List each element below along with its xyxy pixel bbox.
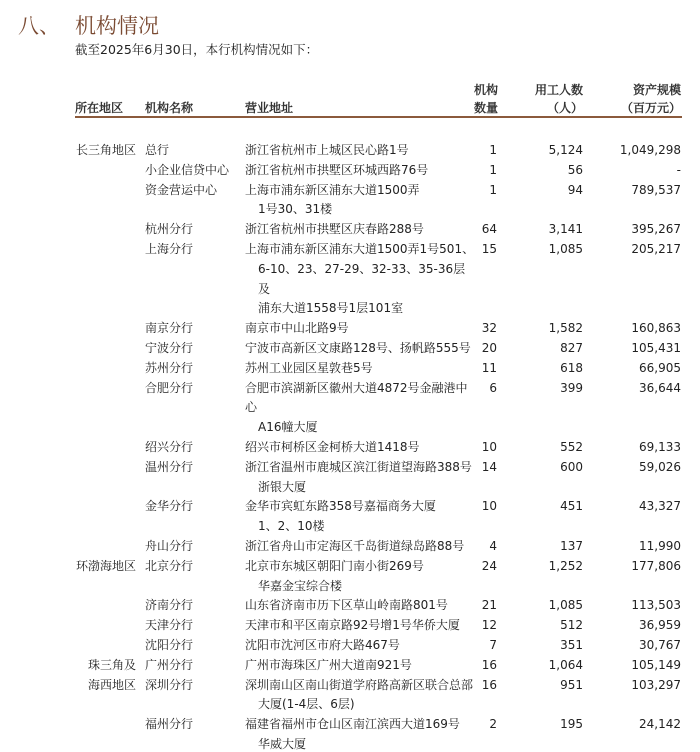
table-row (0, 220, 700, 240)
asset-size: 36,959 (639, 618, 681, 633)
institution-name: 福州分行 (145, 717, 194, 732)
header-assets-1: 资产规模 (632, 83, 681, 97)
asset-size: 36,644 (639, 380, 681, 395)
address-cell (245, 161, 475, 181)
address-cell (245, 537, 475, 557)
address-line: 1号30、31楼 (258, 202, 333, 217)
address-line: 苏州工业园区星敦巷5号 (245, 360, 373, 375)
table-row (0, 676, 700, 716)
table-row (0, 596, 700, 616)
institution-count: 15 (481, 241, 497, 256)
institution-count: 6 (489, 380, 497, 395)
asset-size: 43,327 (639, 499, 681, 514)
staff-count: 56 (567, 162, 583, 177)
address-cell (245, 636, 475, 656)
header-assets-2: （百万元） (620, 101, 681, 115)
asset-size: - (676, 162, 681, 177)
institution-name: 资金营运中心 (145, 182, 218, 197)
address-line: 南京市中山北路9号 (245, 321, 349, 336)
institution-count: 1 (489, 182, 497, 197)
table-row (0, 497, 700, 537)
staff-count: 195 (560, 717, 583, 732)
address-line: 合肥市滨湖新区徽州大道4872号金融港中心 (245, 380, 468, 415)
institution-count: 16 (481, 657, 497, 672)
asset-size: 205,217 (631, 241, 681, 256)
section-title: 机构情况 (75, 14, 159, 38)
address-line: 华嘉金宝综合楼 (258, 578, 343, 593)
staff-count: 1,085 (548, 241, 583, 256)
address-line: 深圳南山区南山街道学府路高新区联合总部 (245, 677, 474, 692)
table-row (0, 161, 700, 181)
address-cell (245, 676, 475, 716)
asset-size: 69,133 (639, 439, 681, 454)
institution-name: 南京分行 (145, 321, 194, 336)
institution-name: 小企业信贷中心 (145, 162, 230, 177)
staff-count: 5,124 (548, 143, 583, 157)
address-cell (245, 656, 475, 676)
staff-count: 600 (560, 459, 583, 474)
region-cell: 珠三角及 (87, 657, 136, 672)
address-cell (245, 141, 475, 161)
address-line: 上海市浦东新区浦东大道1500弄1号501、 (245, 241, 475, 256)
region-cell: 海西地区 (87, 677, 136, 692)
table-row (0, 656, 700, 676)
address-line: 宁波市高新区文康路128号、扬帆路555号 (245, 340, 471, 355)
staff-count: 512 (560, 618, 583, 633)
address-line: 浙江省温州市鹿城区滨江街道望海路388号 (245, 459, 472, 474)
address-line: 绍兴市柯桥区金柯桥大道1418号 (245, 439, 420, 454)
header-count-1: 机构 (474, 83, 499, 97)
header-name: 机构名称 (145, 101, 194, 115)
section-number: 八、 (18, 14, 60, 38)
address-line: 浙江省杭州市上城区民心路1号 (245, 143, 409, 157)
institution-count: 21 (481, 598, 497, 613)
institution-count: 16 (481, 677, 497, 692)
institution-name: 总行 (145, 143, 170, 157)
address-line: 北京市东城区朝阳门南小街269号 (245, 558, 424, 573)
asset-size: 105,149 (631, 657, 681, 672)
asset-size: 66,905 (639, 360, 681, 375)
table-row (0, 636, 700, 656)
asset-size: 113,503 (631, 598, 681, 613)
address-line: 浙江省杭州市拱墅区庆春路288号 (245, 222, 424, 237)
table-row (0, 359, 700, 379)
institution-count: 24 (481, 558, 497, 573)
table-row (0, 715, 700, 752)
staff-count: 951 (560, 677, 583, 692)
address-cell (245, 715, 475, 752)
institution-name: 金华分行 (145, 499, 194, 514)
institution-count: 7 (489, 637, 497, 652)
address-cell (245, 319, 475, 339)
institution-count: 11 (481, 360, 497, 375)
address-cell (245, 557, 475, 597)
asset-size: 103,297 (631, 677, 681, 692)
header-staff-2: （人） (546, 101, 583, 115)
address-cell (245, 220, 475, 240)
asset-size: 24,142 (639, 717, 681, 732)
table-row (0, 240, 700, 319)
institution-name: 济南分行 (145, 598, 194, 613)
institution-name: 宁波分行 (145, 340, 194, 355)
header-address: 营业地址 (245, 101, 294, 115)
institution-table (0, 141, 700, 752)
institution-name: 沈阳分行 (145, 637, 194, 652)
institution-name: 杭州分行 (145, 222, 194, 237)
address-line: 浦东大道1558号1层101室 (258, 301, 404, 316)
address-line: 广州市海珠区广州大道南921号 (245, 657, 412, 672)
asset-size: 105,431 (631, 340, 681, 355)
region-cell: 环渤海地区 (75, 558, 136, 573)
address-line: 华威大厦 (258, 736, 307, 751)
asset-size: 789,537 (631, 182, 681, 197)
asset-size: 59,026 (639, 459, 681, 474)
address-cell (245, 379, 475, 438)
address-cell (245, 339, 475, 359)
institution-count: 12 (481, 618, 497, 633)
table-row (0, 557, 700, 597)
staff-count: 399 (560, 380, 583, 395)
table-row (0, 181, 700, 221)
address-line: 浙银大厦 (258, 479, 307, 494)
staff-count: 1,064 (548, 657, 583, 672)
staff-count: 351 (560, 637, 583, 652)
region-cell: 长三角地区 (75, 143, 136, 157)
address-cell (245, 458, 475, 498)
institution-count: 10 (481, 499, 497, 514)
institution-name: 温州分行 (145, 459, 194, 474)
asset-size: 177,806 (631, 558, 681, 573)
table-row (0, 616, 700, 636)
staff-count: 552 (560, 439, 583, 454)
institution-count: 1 (489, 143, 497, 157)
table-row (0, 458, 700, 498)
institution-count: 4 (489, 538, 497, 553)
header-divider (75, 116, 682, 118)
header-region: 所在地区 (75, 101, 124, 115)
table-row (0, 438, 700, 458)
address-line: 福建省福州市仓山区南江滨西大道169号 (245, 717, 460, 732)
header-count-2: 数量 (474, 101, 499, 115)
institution-count: 64 (481, 222, 497, 237)
address-cell (245, 240, 475, 319)
table-row (0, 319, 700, 339)
staff-count: 94 (567, 182, 583, 197)
address-cell (245, 438, 475, 458)
staff-count: 137 (560, 538, 583, 553)
institution-count: 2 (489, 717, 497, 732)
table-row (0, 379, 700, 438)
address-line: 浙江省杭州市拱墅区环城西路76号 (245, 162, 429, 177)
institution-name: 舟山分行 (145, 538, 194, 553)
institution-name: 深圳分行 (145, 677, 194, 692)
address-line: 山东省济南市历下区草山岭南路801号 (245, 598, 448, 613)
table-row (0, 141, 700, 161)
institution-count: 1 (489, 162, 497, 177)
staff-count: 1,085 (548, 598, 583, 613)
asset-size: 30,767 (639, 637, 681, 652)
institution-name: 绍兴分行 (145, 439, 194, 454)
address-line: 天津市和平区南京路92号增1号华侨大厦 (245, 618, 460, 633)
institution-name: 广州分行 (145, 657, 194, 672)
staff-count: 618 (560, 360, 583, 375)
institution-count: 32 (481, 321, 497, 336)
address-line: A16幢大厦 (258, 420, 318, 435)
institution-name: 天津分行 (145, 618, 194, 633)
institution-name: 上海分行 (145, 241, 194, 256)
address-line: 金华市宾虹东路358号嘉福商务大厦 (245, 499, 436, 514)
address-line: 沈阳市沈河区市府大路467号 (245, 637, 400, 652)
address-cell (245, 181, 475, 221)
table-row (0, 339, 700, 359)
staff-count: 3,141 (548, 222, 583, 237)
staff-count: 1,582 (548, 321, 583, 336)
asset-size: 160,863 (631, 321, 681, 336)
institution-count: 20 (481, 340, 497, 355)
asset-size: 11,990 (639, 538, 681, 553)
staff-count: 1,252 (548, 558, 583, 573)
institution-count: 10 (481, 439, 497, 454)
address-cell (245, 596, 475, 616)
asset-size: 1,049,298 (619, 143, 681, 157)
institution-name: 合肥分行 (145, 380, 194, 395)
staff-count: 451 (560, 499, 583, 514)
address-cell (245, 359, 475, 379)
header-staff-1: 用工人数 (534, 83, 583, 97)
address-cell (245, 497, 475, 537)
address-cell (245, 616, 475, 636)
address-line: 上海市浦东新区浦东大道1500弄 (245, 182, 420, 197)
institution-name: 苏州分行 (145, 360, 194, 375)
address-line: 1、2、10楼 (258, 519, 325, 534)
institution-count: 14 (481, 459, 497, 474)
address-line: 6-10、23、27-29、32-33、35-36层及 (258, 261, 466, 296)
asset-size: 395,267 (631, 222, 681, 237)
address-line: 大厦(1-4层、6层) (258, 697, 355, 712)
intro-text: 截至2025年6月30日，本行机构情况如下： (75, 42, 319, 57)
table-row (0, 537, 700, 557)
staff-count: 827 (560, 340, 583, 355)
address-line: 浙江省舟山市定海区千岛街道绿岛路88号 (245, 538, 465, 553)
institution-name: 北京分行 (145, 558, 194, 573)
